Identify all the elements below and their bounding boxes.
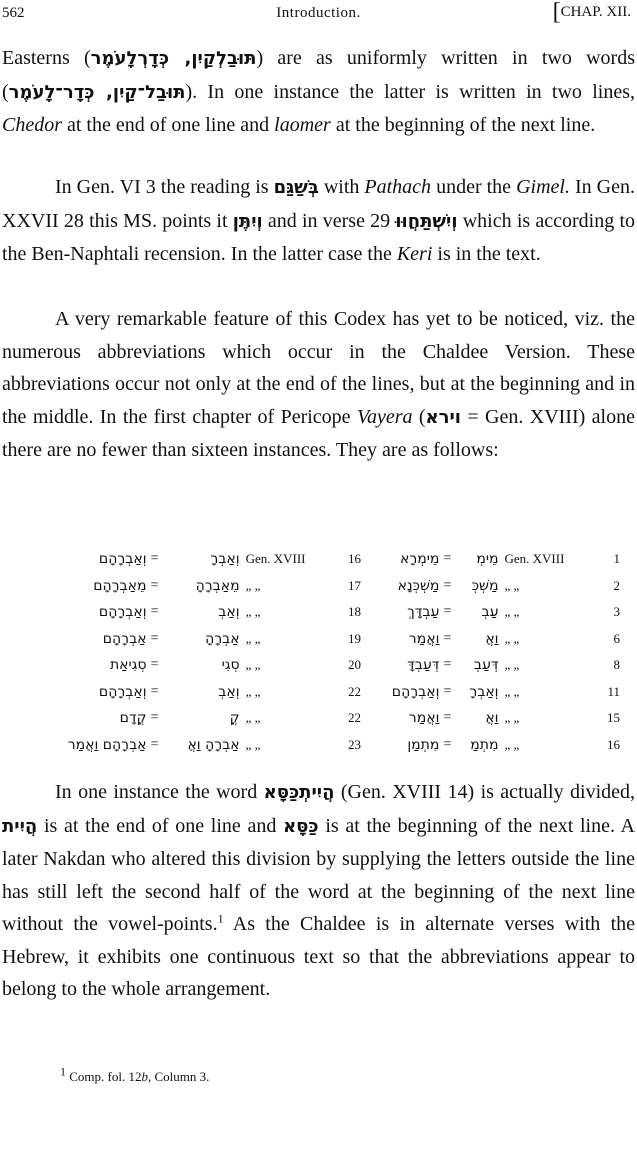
table-reference: „ „: [504, 657, 520, 673]
abbreviations-table: [30, 546, 628, 758]
table-row: [30, 599, 628, 626]
equals-sign: =: [150, 551, 159, 567]
table-verse-number: 3: [613, 604, 620, 620]
text: (: [412, 405, 426, 428]
hebrew-word: הֲיִיתְכַּסָּא: [263, 782, 335, 803]
table-verse-number: 20: [348, 657, 362, 673]
text: is at the end of one line and: [37, 814, 284, 837]
table-verse-number: 19: [348, 630, 362, 646]
text: with: [318, 176, 365, 198]
table-abbreviation: וַאֲ: [485, 710, 499, 727]
equals-sign: =: [443, 736, 452, 752]
text: and in verse 29: [262, 209, 396, 232]
text: which is according to the Ben-Naphtali recension. In the latter case the: [2, 209, 635, 265]
equals-sign: =: [150, 630, 159, 646]
page-number: 562: [2, 5, 25, 21]
table-verse-number: 16: [348, 551, 362, 567]
table-verse-number: 16: [607, 736, 620, 752]
equals-sign: =: [150, 604, 159, 620]
text: ). In one instance the latter is written in two lines,: [185, 80, 635, 103]
table-reference: „ „: [245, 577, 261, 593]
hebrew-word: כַּסָּא: [283, 815, 319, 837]
equals-sign: =: [443, 577, 452, 593]
text: at the beginning of the next line.: [330, 114, 596, 136]
table-reference: „ „: [245, 604, 261, 620]
table-full-word: מֵימְרָא: [399, 551, 440, 568]
footnote-marker: 1: [217, 911, 224, 926]
table-abbreviation: קֳ: [229, 710, 240, 727]
table-row: [30, 626, 628, 653]
equals-sign: =: [150, 710, 159, 726]
italic-term: Pathach: [364, 176, 432, 198]
equals-sign: =: [150, 683, 159, 699]
table-abbreviation: אַבְרָהָ: [205, 630, 240, 647]
hebrew-word: וְיִתֶּן: [232, 210, 263, 232]
hebrew-word: וְיִשְׁתַּחֲוּוּ: [395, 210, 458, 232]
table-full-word: מִתְמַן: [407, 736, 440, 753]
table-row: [30, 705, 628, 732]
table-reference: „ „: [245, 683, 261, 699]
running-title: Introduction.: [276, 5, 361, 21]
text: (Gen. XVIII 14) is actually divided,: [334, 781, 636, 803]
table-reference: „ „: [504, 710, 520, 726]
footnote-number: 1: [60, 1064, 66, 1079]
text: ) are as uniformly written in two words (: [2, 47, 635, 103]
table-abbreviation: וְאַבְ: [218, 604, 240, 621]
table-verse-number: 15: [607, 710, 620, 726]
equals-sign: =: [150, 577, 159, 593]
paragraph-3: [2, 303, 635, 467]
table-row: [30, 652, 628, 679]
table-reference: „ „: [245, 710, 261, 726]
equals-sign: =: [443, 710, 452, 726]
table-reference: „ „: [504, 604, 520, 620]
table-reference: „ „: [245, 657, 261, 673]
table-row: [30, 546, 628, 573]
table-verse-number: 2: [613, 577, 620, 593]
table-full-word: מֵאַבְרָהָם: [93, 577, 147, 594]
text: is at the beginning of the next line. A later Nakdan who altered this division by supplying the letters outside the line has still left the second half of the word at the beginning of the next line without the vowel-points.: [2, 814, 635, 935]
table-full-word: עַבְדָּךְ: [407, 604, 440, 621]
table-abbreviation: וְאַבְרָ: [469, 683, 499, 700]
table-abbreviation: עַבְ: [481, 604, 499, 621]
table-reference: „ „: [504, 577, 520, 593]
table-verse-number: 1: [613, 551, 620, 567]
table-verse-number: 22: [348, 710, 362, 726]
table-verse-number: 11: [607, 683, 620, 699]
hebrew-word: וירא: [425, 406, 461, 428]
table-full-word: וְאַבְרָהָם: [98, 551, 147, 568]
equals-sign: =: [443, 604, 452, 620]
table-full-word: וְאַבְרָהָם: [98, 683, 147, 700]
running-head: [0, 2, 637, 28]
table-verse-number: 18: [348, 604, 362, 620]
text: at the end of one line and: [62, 114, 275, 136]
table-full-word: סְגִיאַת: [109, 657, 147, 674]
italic-term: Keri: [396, 243, 433, 265]
table-reference: „ „: [245, 736, 261, 752]
table-row: [30, 573, 628, 600]
equals-sign: =: [443, 630, 452, 646]
equals-sign: =: [443, 657, 452, 673]
text: In Gen. XXVII 28 this MS. points it: [2, 176, 635, 232]
table-full-word: וַאֲמַר: [408, 630, 440, 647]
table-reference: Gen. XVIII: [504, 551, 565, 567]
hebrew-word: הֲיִית: [2, 815, 38, 837]
paragraph-1: [2, 42, 635, 142]
italic-term: laomer: [274, 114, 331, 136]
table-full-word: וַאֲמַר: [408, 710, 440, 727]
equals-sign: =: [150, 736, 159, 752]
table-abbreviation: וַאֲ: [485, 630, 499, 647]
table-verse-number: 22: [348, 683, 362, 699]
table-verse-number: 6: [613, 630, 620, 646]
table-row: [30, 732, 628, 759]
table-abbreviation: סְגִי: [221, 657, 240, 674]
hebrew-word: בְּשַׁגַּם: [273, 177, 319, 198]
table-full-word: וְאַבְרָהָם: [98, 604, 147, 621]
text: = Gen. XVIII) alone there are no fewer than sixteen instances. They are as follows:: [2, 405, 635, 461]
table-abbreviation: מֵימְ: [476, 551, 499, 568]
text: In one instance the word: [55, 781, 264, 803]
equals-sign: =: [443, 683, 452, 699]
table-reference: „ „: [504, 683, 520, 699]
equals-sign: =: [150, 657, 159, 673]
table-abbreviation: וְאַבְ: [218, 683, 240, 700]
table-full-word: אַבְרָהָם: [102, 630, 147, 647]
table-abbreviation: מִתְמַ: [470, 736, 499, 753]
paragraph-2: [2, 171, 635, 271]
table-abbreviation: מֵאַבְרָהָ: [195, 577, 240, 594]
table-verse-number: 17: [348, 577, 362, 593]
table-abbreviation: אַבְרָהָ וַאֲ: [187, 736, 240, 753]
table-full-word: וְאַבְרָהָם: [391, 683, 440, 700]
table-reference: „ „: [504, 736, 520, 752]
text: Easterns (: [2, 47, 91, 69]
text: under the: [431, 176, 517, 198]
text: As the Chaldee is in alternate verses with the Hebrew, it exhibits one continuous text so that the abbreviations appear to belong to the whole arrangement.: [2, 913, 636, 1000]
table-verse-number: 23: [348, 736, 362, 752]
table-verse-number: 8: [613, 657, 620, 673]
equals-sign: =: [443, 551, 452, 567]
footnote: [60, 1064, 210, 1085]
chapter-bracket: [: [552, 0, 561, 25]
table-reference: „ „: [245, 630, 261, 646]
table-reference: „ „: [504, 630, 520, 646]
table-abbreviation: דְּעַבְ: [473, 657, 499, 674]
footnote-text: Comp. fol. 12b, Column 3.: [66, 1069, 210, 1084]
table-reference: Gen. XVIII: [245, 551, 306, 567]
table-full-word: מַשְׁכְּנָא: [397, 577, 440, 594]
italic-term: Vayera: [356, 405, 413, 428]
table-full-word: קֳדָם: [119, 710, 147, 727]
text: is in the text.: [432, 243, 541, 265]
paragraph-4: [2, 776, 635, 1006]
text: In Gen. VI 3 the reading is: [55, 176, 274, 198]
italic-term: Chedor: [2, 114, 62, 136]
italic-term: Gimel.: [516, 176, 570, 198]
chapter-label: [552, 0, 631, 25]
table-abbreviation: מַשְׁכְּ: [471, 577, 499, 594]
text: A very remarkable feature of this Codex has yet to be noticed, viz. the numerous abbreviations which occur in the Chaldee Version. These abbreviations occur not only at the end of the lines, but at the beginning and in the middle. In the first chapter of Pericope: [2, 308, 635, 428]
table-full-word: דְּעַבְדָּ: [407, 657, 440, 674]
hebrew-word: תּוּבַל־קַיִן, כְּדָר־לָעֹמֶר: [8, 81, 186, 103]
chapter-text: CHAP. XII.: [560, 4, 631, 20]
table-abbreviation: וְאַבְרָ: [210, 551, 240, 568]
hebrew-word: תּוּבַלְקַיִן, כְּדָרְלָעֹמֶר: [90, 48, 257, 69]
table-row: [30, 679, 628, 706]
table-full-word: אַבְרָהָם וַאֲמַר: [67, 736, 147, 753]
